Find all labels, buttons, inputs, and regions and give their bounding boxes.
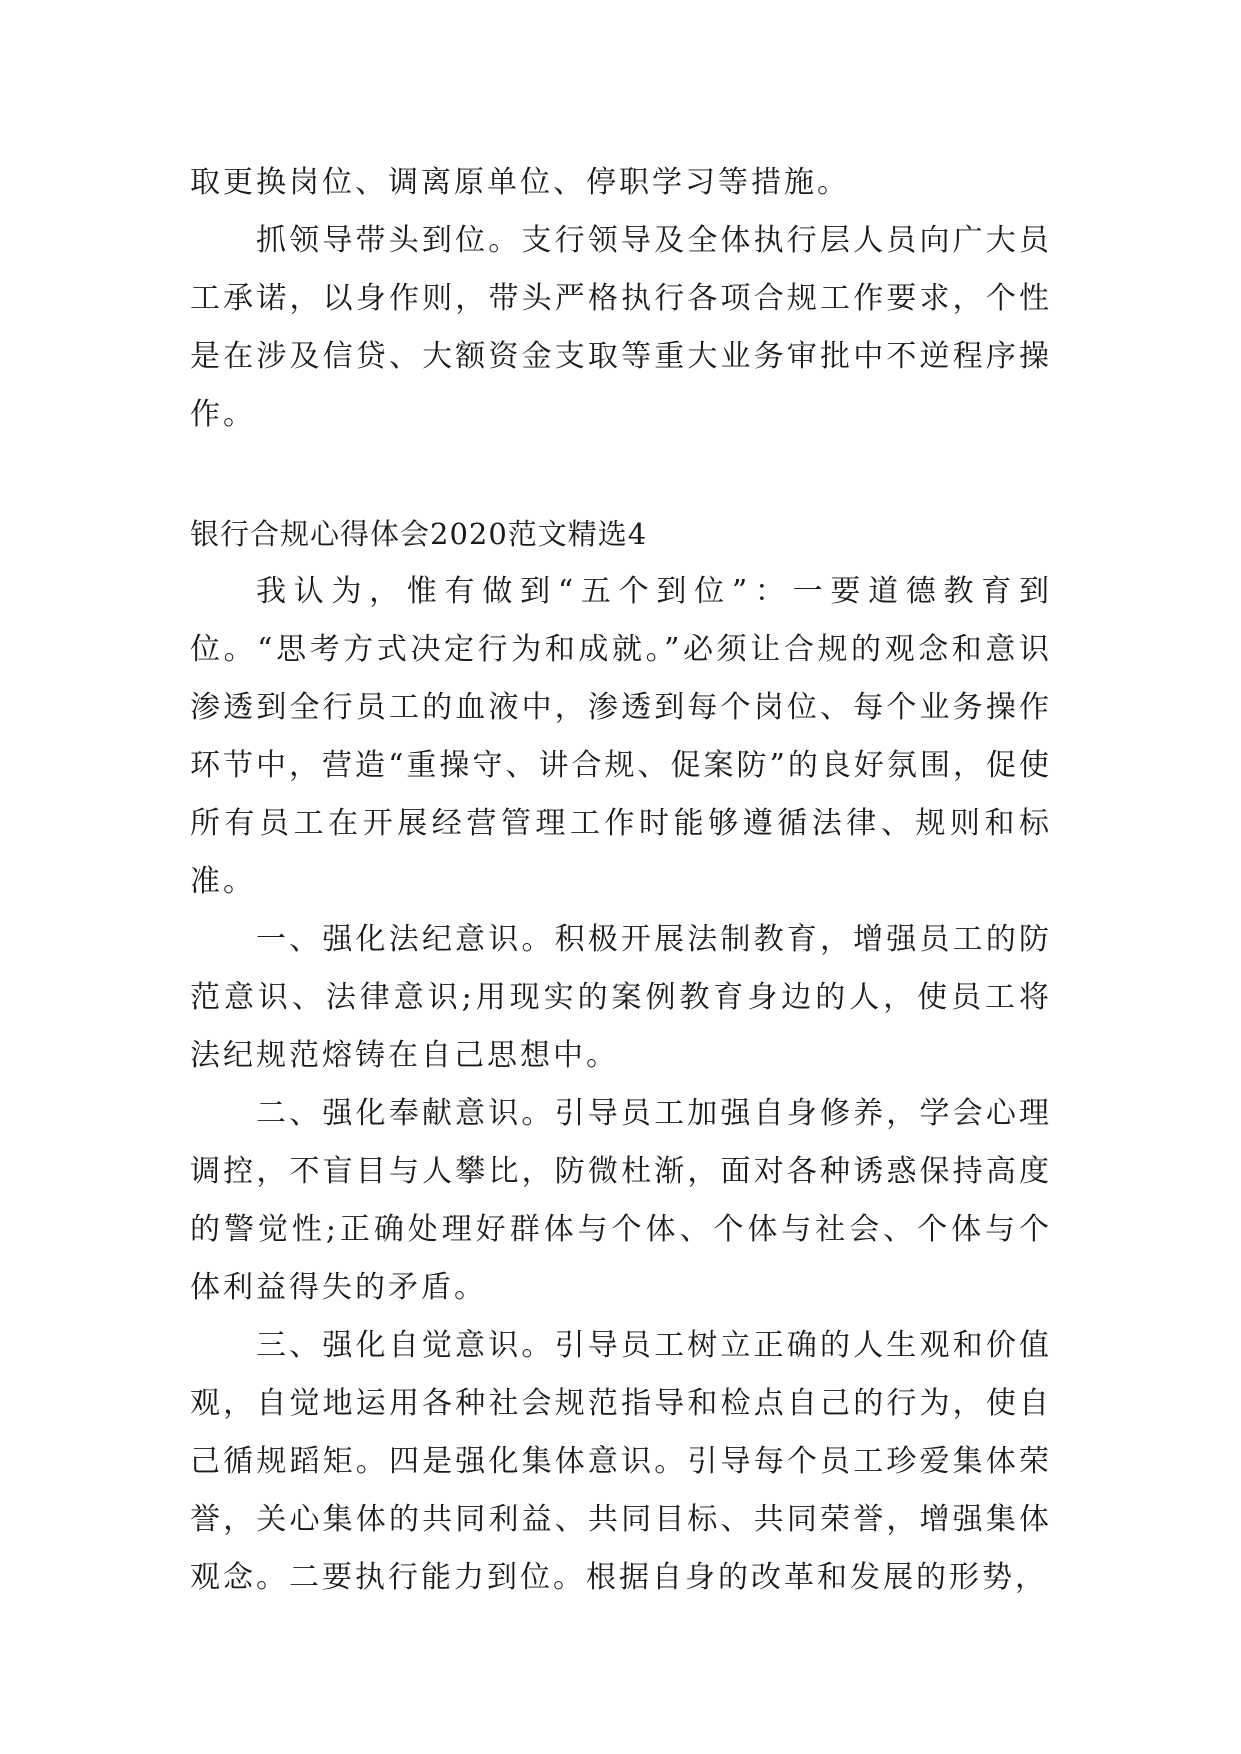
- body-paragraph: 抓领导带头到位。支行领导及全体执行层人员向广大员工承诺，以身作则，带头严格执行各项合规工作要求，个性是在涉及信贷、大额资金支取等重大业务审批中不逆程序操作。: [190, 223, 1052, 432]
- body-paragraph: 一、强化法纪意识。积极开展法制教育，增强员工的防范意识、法律意识;用现实的案例教育身边的人，使员工将法纪规范熔铸在自己思想中。: [190, 922, 1052, 1073]
- section-title: 银行合规心得体会2020范文精选4: [190, 517, 648, 551]
- body-paragraph: 三、强化自觉意识。引导员工树立正确的人生观和价值观，自觉地运用各种社会规范指导和检点自己的行为，使自己循规蹈矩。四是强化集体意识。引导每个员工珍爱集体荣誉，关心集体的共同利益、共同目标、共同荣誉，增强集体观念。二要执行能力到位。根据自身的改革和发展的形势，: [190, 1328, 1052, 1595]
- body-paragraph: 我认为，惟有做到“五个到位”：一要道德教育到位。“思考方式决定行为和成就。”必须让合规的观念和意识渗透到全行员工的血液中，渗透到每个岗位、每个业务操作环节中，营造“重操守、讲合规、促案防”的良好氛围，促使所有员工在开展经营管理工作时能够遵循法律、规则和标准。: [190, 574, 1052, 899]
- document-section-4: [190, 505, 1052, 1607]
- body-paragraph: 二、强化奉献意识。引导员工加强自身修养，学会心理调控，不盲目与人攀比，防微杜渐，面对各种诱惑保持高度的警觉性;正确处理好群体与个体、个体与社会、个体与个体利益得失的矛盾。: [190, 1096, 1052, 1305]
- document-top-section: [190, 154, 1052, 444]
- continued-paragraph: 取更换岗位、调离原单位、停职学习等措施。: [190, 165, 850, 200]
